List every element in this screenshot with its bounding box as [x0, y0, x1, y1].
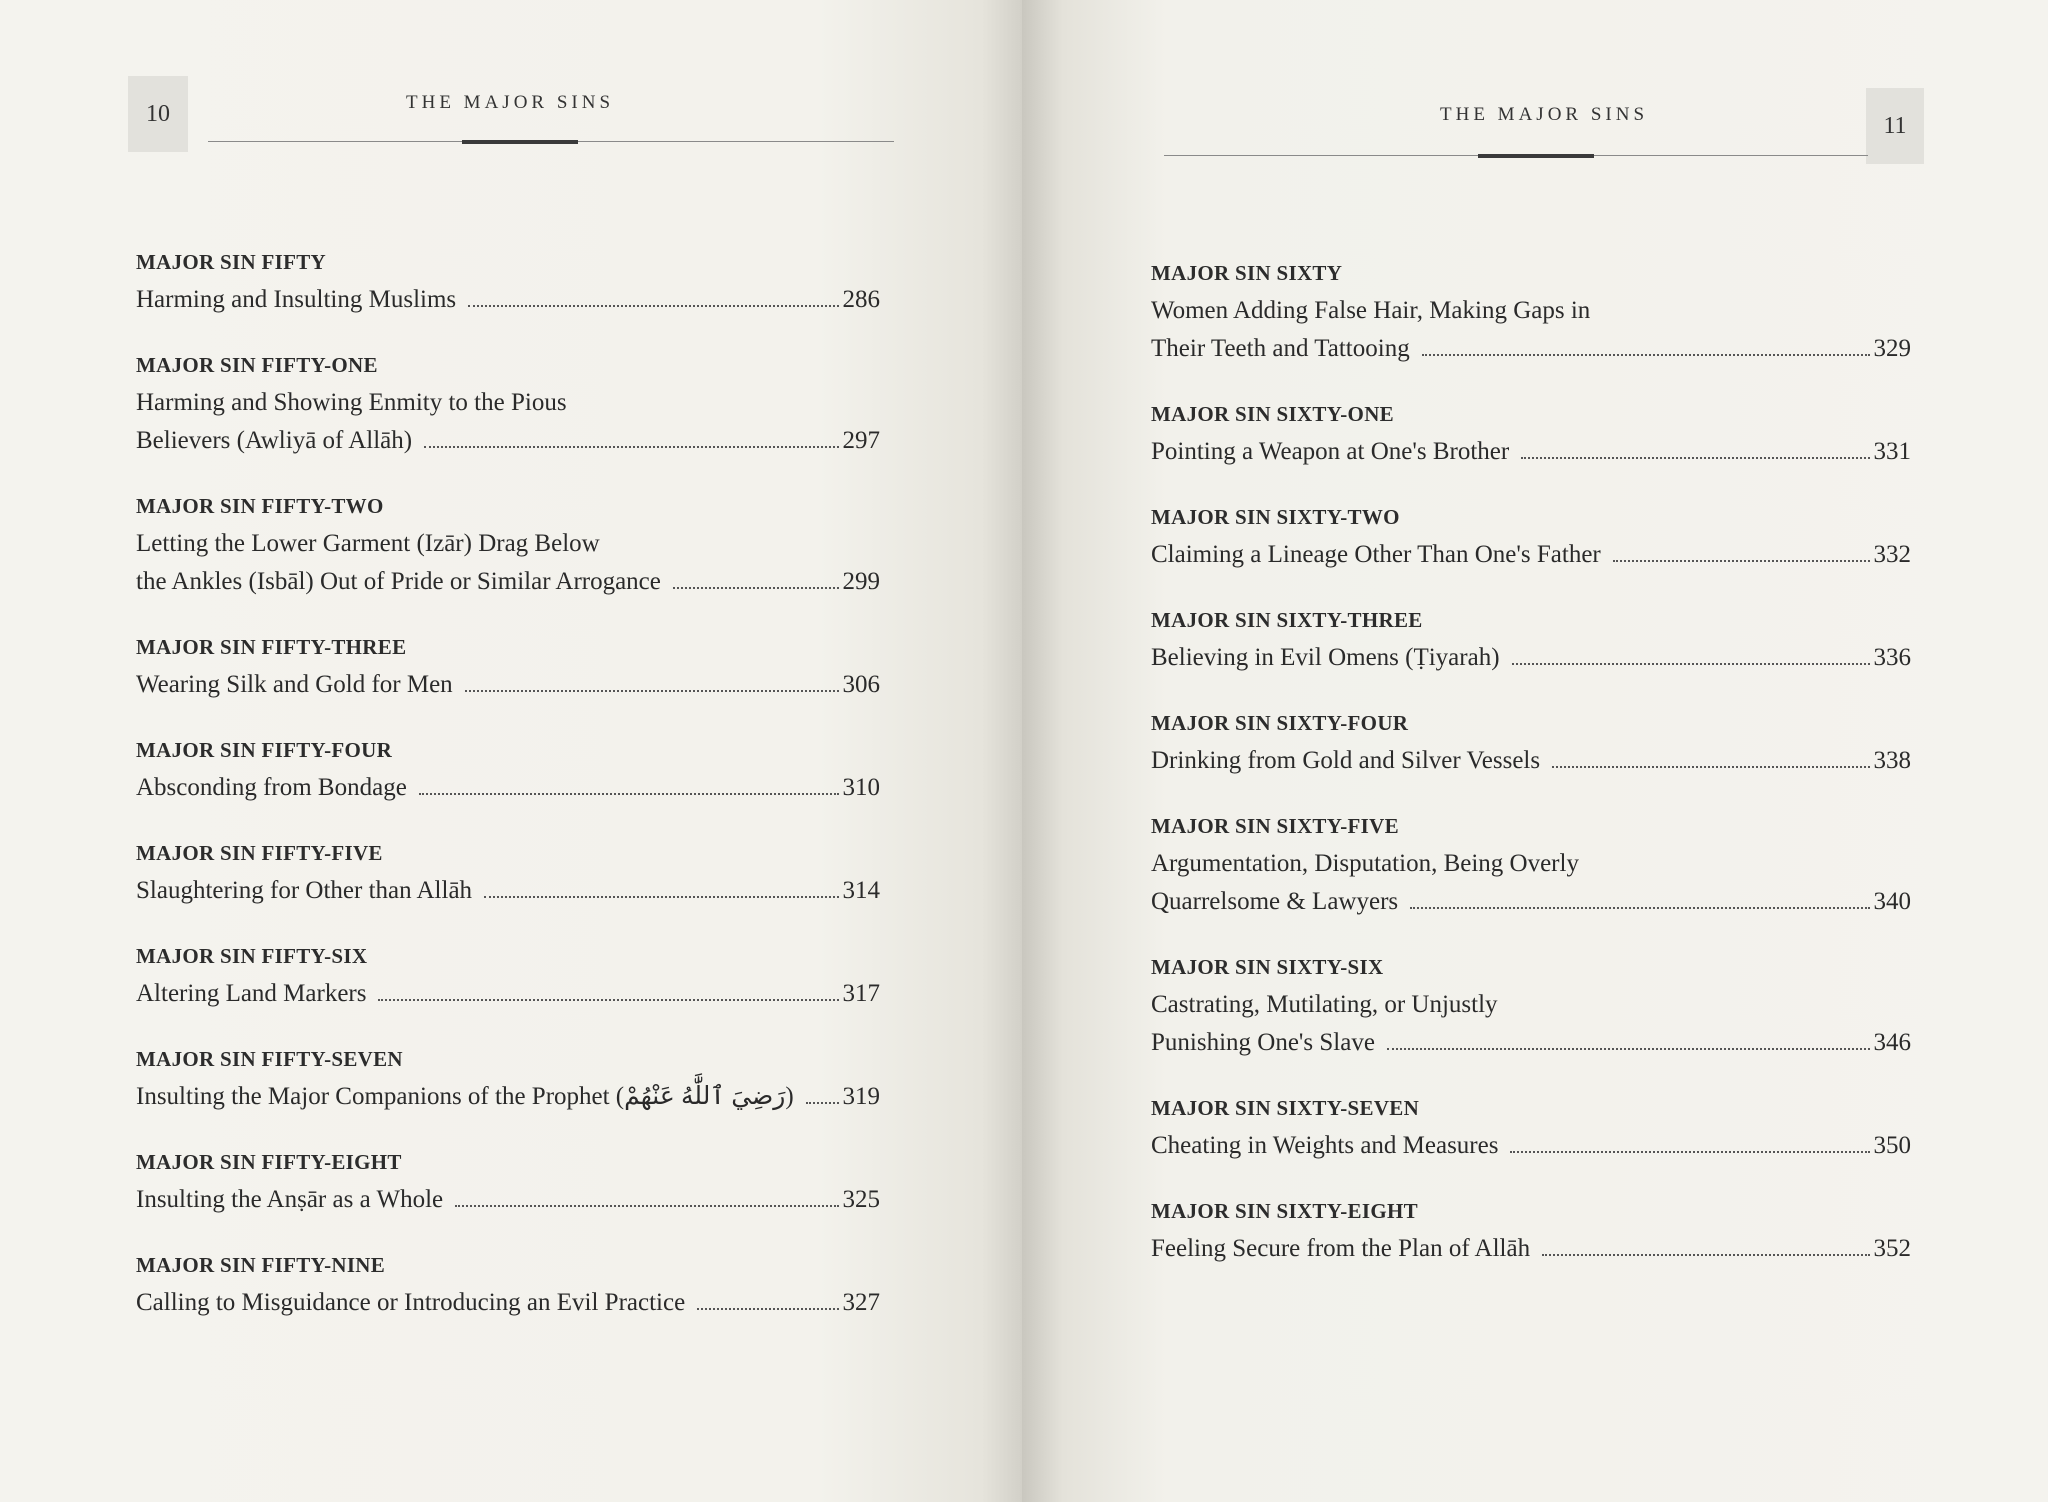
toc-entry-heading: MAJOR SIN FIFTY [136, 250, 327, 274]
running-head-left: THE MAJOR SINS [406, 92, 615, 113]
dot-leader [1510, 1151, 1869, 1153]
toc-page-number: 317 [842, 980, 880, 1007]
dot-leader [424, 446, 838, 448]
toc-page-number: 327 [842, 1289, 880, 1316]
toc-entry-heading: MAJOR SIN FIFTY-SEVEN [136, 1047, 403, 1071]
toc-entry-heading: MAJOR SIN FIFTY-FIVE [136, 841, 383, 865]
toc-page-number: 340 [1873, 888, 1911, 915]
toc-page-number: 319 [842, 1083, 880, 1110]
toc-entry-title: Claiming a Lineage Other Than One's Father [1151, 541, 1601, 568]
toc-entry-title: the Ankles (Isbāl) Out of Pride or Similar Arrogance [136, 568, 661, 595]
toc-entry-heading: MAJOR SIN SIXTY-TWO [1151, 505, 1400, 529]
toc-entry-heading: MAJOR SIN SIXTY-FOUR [1151, 711, 1409, 735]
toc-entry-title-line [1151, 742, 1911, 780]
toc-entry-title: Quarrelsome & Lawyers [1151, 888, 1399, 915]
toc-entry [1151, 601, 1911, 677]
dot-leader [673, 587, 839, 589]
page-number-right: 11 [1866, 88, 1924, 164]
toc-page-number: 332 [1873, 541, 1911, 568]
toc-page-number: 306 [842, 671, 880, 698]
toc-entry-title-line [136, 975, 880, 1013]
toc-entry-heading: MAJOR SIN FIFTY-THREE [136, 635, 407, 659]
toc-entry [1151, 1089, 1911, 1165]
toc-entry-title-line: Letting the Lower Garment (Izār) Drag Below [136, 530, 600, 557]
toc-entry-title-line [1151, 1127, 1911, 1165]
toc-entry [1151, 1192, 1911, 1268]
toc-page-number: 299 [842, 568, 880, 595]
toc-entry-title-line: Harming and Showing Enmity to the Pious [136, 389, 567, 416]
table-of-contents-right [1151, 254, 1911, 1295]
toc-entry-title-line [136, 1181, 880, 1219]
toc-entry [136, 834, 880, 910]
toc-page-number: 350 [1873, 1132, 1911, 1159]
toc-entry-title: Slaughtering for Other than Allāh [136, 877, 473, 904]
toc-entry-title-line [1151, 1230, 1911, 1268]
dot-leader [1521, 457, 1869, 459]
toc-page-number: 329 [1873, 335, 1911, 362]
toc-entry-heading: MAJOR SIN SIXTY-FIVE [1151, 814, 1399, 838]
toc-entry-title-line [1151, 330, 1911, 368]
toc-page-number: 331 [1873, 438, 1911, 465]
toc-entry-title: Punishing One's Slave [1151, 1029, 1375, 1056]
toc-page-number: 346 [1873, 1029, 1911, 1056]
toc-entry-title: Calling to Misguidance or Introducing an Evil Practice [136, 1289, 686, 1316]
toc-entry-title: Cheating in Weights and Measures [1151, 1132, 1499, 1159]
dot-leader [1613, 560, 1870, 562]
toc-entry-title: Believers (Awliyā of Allāh) [136, 427, 413, 454]
toc-entry-title-line [136, 1078, 880, 1116]
toc-entry-title: Drinking from Gold and Silver Vessels [1151, 747, 1541, 774]
toc-entry [136, 731, 880, 807]
dot-leader [1542, 1254, 1869, 1256]
dot-leader [468, 305, 838, 307]
toc-page-number: 310 [842, 774, 880, 801]
toc-entry-title-line [1151, 433, 1911, 471]
toc-page-number: 352 [1873, 1235, 1911, 1262]
toc-entry-heading: MAJOR SIN SIXTY-THREE [1151, 608, 1423, 632]
toc-entry [136, 487, 880, 601]
toc-page-number: 286 [842, 286, 880, 313]
toc-page-number: 336 [1873, 644, 1911, 671]
toc-entry-title-line: Women Adding False Hair, Making Gaps in [1151, 297, 1591, 324]
toc-entry [136, 937, 880, 1013]
toc-entry-title-line [136, 872, 880, 910]
toc-entry-title-line [1151, 639, 1911, 677]
dot-leader [455, 1205, 838, 1207]
toc-entry-heading: MAJOR SIN FIFTY-NINE [136, 1253, 386, 1277]
toc-entry-title-line [136, 769, 880, 807]
toc-entry-title: Pointing a Weapon at One's Brother [1151, 438, 1510, 465]
toc-entry-heading: MAJOR SIN SIXTY-SEVEN [1151, 1096, 1420, 1120]
right-page [1022, 0, 2048, 1502]
dot-leader [1422, 354, 1870, 356]
left-page [0, 0, 1022, 1502]
toc-entry-heading: MAJOR SIN FIFTY-EIGHT [136, 1150, 402, 1174]
dot-leader [1387, 1048, 1870, 1050]
toc-entry-title-line [136, 281, 880, 319]
dot-leader [806, 1102, 839, 1104]
toc-entry-heading: MAJOR SIN FIFTY-ONE [136, 353, 378, 377]
toc-entry-heading: MAJOR SIN FIFTY-FOUR [136, 738, 393, 762]
toc-page-number: 325 [842, 1186, 880, 1213]
toc-entry-title: Wearing Silk and Gold for Men [136, 671, 453, 698]
toc-entry-title: Altering Land Markers [136, 980, 367, 1007]
toc-entry-title-line [136, 563, 880, 601]
dot-leader [484, 896, 838, 898]
toc-entry [136, 1246, 880, 1322]
toc-entry [136, 346, 880, 460]
toc-entry [1151, 498, 1911, 574]
toc-entry [1151, 807, 1911, 921]
toc-entry-title: Believing in Evil Omens (Ṭiyarah) [1151, 644, 1500, 671]
toc-entry [1151, 704, 1911, 780]
toc-entry-heading: MAJOR SIN SIXTY-ONE [1151, 402, 1394, 426]
toc-entry-heading: MAJOR SIN SIXTY-SIX [1151, 955, 1384, 979]
toc-entry-heading: MAJOR SIN SIXTY-EIGHT [1151, 1199, 1418, 1223]
toc-entry-title-line [136, 1284, 880, 1322]
toc-entry-title-line [136, 422, 880, 460]
toc-entry-title: Feeling Secure from the Plan of Allāh [1151, 1235, 1531, 1262]
dot-leader [419, 793, 839, 795]
dot-leader [465, 690, 839, 692]
toc-entry-heading: MAJOR SIN FIFTY-SIX [136, 944, 368, 968]
toc-entry-title: Their Teeth and Tattooing [1151, 335, 1410, 362]
table-of-contents-left [136, 243, 880, 1349]
header-rule-mark-right [1478, 154, 1594, 158]
toc-entry-title-line [1151, 536, 1911, 574]
toc-entry-title: Insulting the Anṣār as a Whole [136, 1186, 444, 1213]
toc-entry-title-line [1151, 883, 1911, 921]
toc-entry-title: Harming and Insulting Muslims [136, 286, 457, 313]
toc-entry [136, 1040, 880, 1116]
toc-entry [136, 628, 880, 704]
toc-entry-heading: MAJOR SIN SIXTY [1151, 261, 1343, 285]
toc-entry-title-line [1151, 1024, 1911, 1062]
toc-entry [136, 1143, 880, 1219]
toc-entry [136, 243, 880, 319]
dot-leader [1552, 766, 1869, 768]
dot-leader [378, 999, 838, 1001]
running-head-right: THE MAJOR SINS [1440, 104, 1649, 125]
page-number-left: 10 [128, 76, 188, 152]
toc-entry-title-line: Argumentation, Disputation, Being Overly [1151, 850, 1579, 877]
toc-entry-title: Absconding from Bondage [136, 774, 407, 801]
toc-entry-title-line [136, 666, 880, 704]
toc-page-number: 338 [1873, 747, 1911, 774]
dot-leader [697, 1308, 838, 1310]
toc-page-number: 314 [842, 877, 880, 904]
toc-page-number: 297 [842, 427, 880, 454]
dot-leader [1512, 663, 1870, 665]
toc-entry [1151, 948, 1911, 1062]
toc-entry-title-line: Castrating, Mutilating, or Unjustly [1151, 991, 1498, 1018]
toc-entry [1151, 254, 1911, 368]
dot-leader [1410, 907, 1869, 909]
toc-entry [1151, 395, 1911, 471]
toc-entry-heading: MAJOR SIN FIFTY-TWO [136, 494, 384, 518]
toc-entry-title: Insulting the Major Companions of the Prophet (رَضِيَ ٱللَّٰهُ عَنْهُمْ) [136, 1083, 794, 1110]
header-rule-mark-left [462, 140, 578, 144]
